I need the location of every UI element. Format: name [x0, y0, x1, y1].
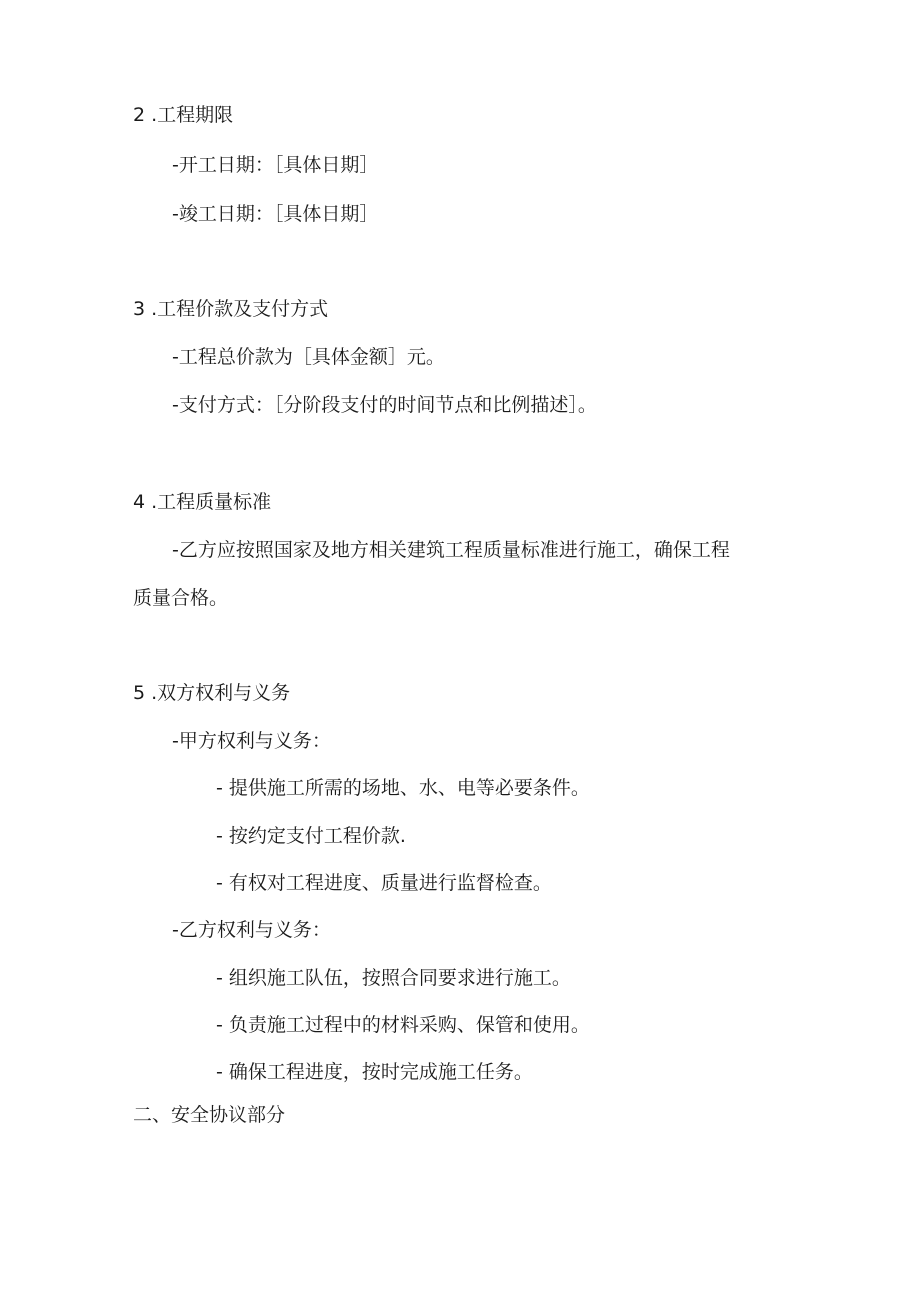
part-2-heading: 二、安全协议部分: [133, 1104, 286, 1126]
party-a-item-1: - 提供施工所需的场地、水、电等必要条件。: [216, 777, 590, 799]
start-date-item: -开工日期：［具体日期］: [172, 154, 379, 176]
section-5-heading: 5 .双方权利与义务: [133, 682, 291, 704]
party-b-item-1: - 组织施工队伍，按照合同要求进行施工。: [216, 967, 571, 989]
total-price-item: -工程总价款为［具体金额］元。: [172, 346, 445, 368]
party-b-label: -乙方权利与义务：: [172, 919, 331, 941]
payment-method-item: -支付方式：［分阶段支付的时间节点和比例描述］。: [172, 394, 597, 416]
party-b-item-2: - 负责施工过程中的材料采购、保管和使用。: [216, 1014, 590, 1036]
party-a-item-2: - 按约定支付工程价款.: [216, 825, 406, 847]
quality-paragraph-line-1: -乙方应按照国家及地方相关建筑工程质量标准进行施工，确保工程: [172, 539, 730, 561]
section-3-heading: 3 .工程价款及支付方式: [133, 298, 329, 320]
section-4-heading: 4 .工程质量标准: [133, 491, 272, 513]
party-a-item-3: - 有权对工程进度、质量进行监督检查。: [216, 872, 552, 894]
completion-date-item: -竣工日期：［具体日期］: [172, 203, 379, 225]
party-b-item-3: - 确保工程进度，按时完成施工任务。: [216, 1061, 533, 1083]
quality-paragraph-line-2: 质量合格。: [133, 587, 229, 609]
party-a-label: -甲方权利与义务：: [172, 730, 331, 752]
section-2-heading: 2 .工程期限: [133, 104, 234, 126]
